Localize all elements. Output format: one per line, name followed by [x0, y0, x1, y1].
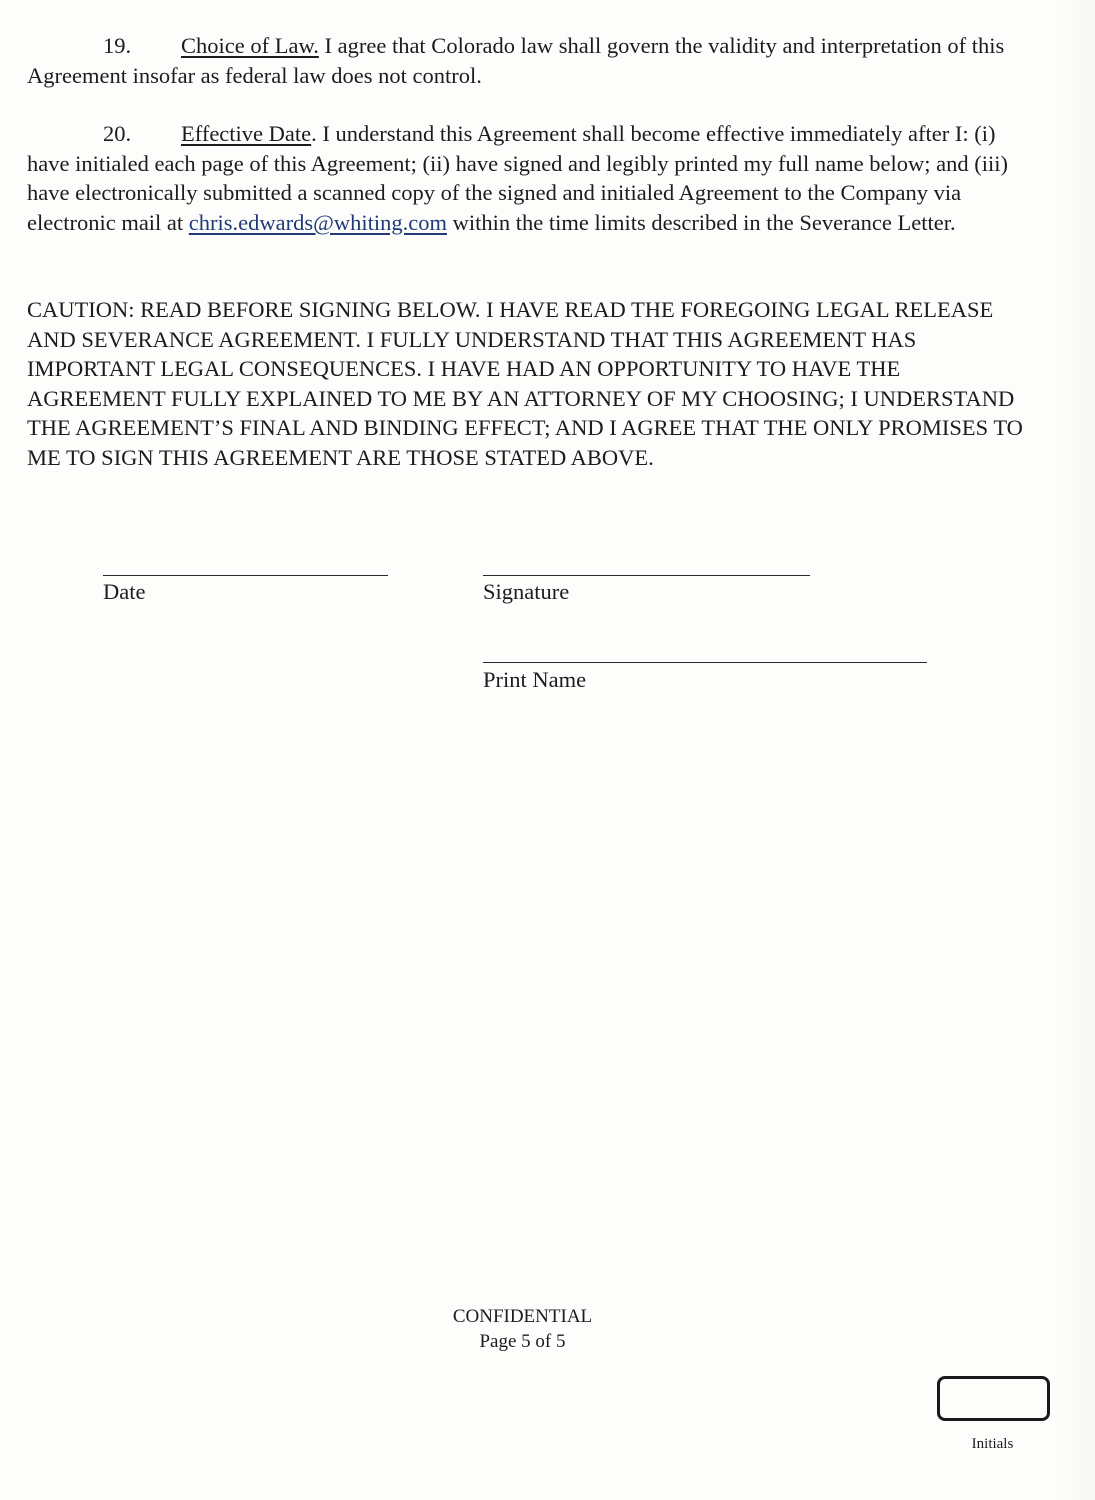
section-20-text-before: . I understand this Agreement shall become effective immediately after I: (i) have initialed each page of this Agreement; (ii) have signed and legibly printed my full name below; and (iii) have electronically submitted a scanned copy of the signed and initialed Agreement to the Company via electronic mail at: [27, 121, 1008, 235]
initials-box[interactable]: [937, 1376, 1050, 1421]
page-number: Page 5 of 5: [479, 1331, 566, 1352]
caution-paragraph: CAUTION: READ BEFORE SIGNING BELOW. I HAVE READ THE FOREGOING LEGAL RELEASE AND SEVERANCE AGREEMENT. I FULLY UNDERSTAND THAT THIS AGREEMENT HAS IMPORTANT LEGAL CONSEQUENCES. I HAVE HAD AN OPPORTUNITY TO HAVE THE AGREEMENT FULLY EXPLAINED TO ME BY AN ATTORNEY OF MY CHOOSING; I UNDERSTAND THE AGREEMENT’S FINAL AND BINDING EFFECT; AND I AGREE THAT THE ONLY PROMISES TO ME TO SIGN THIS AGREEMENT ARE THOSE STATED ABOVE.: [27, 297, 1023, 470]
initials-label: Initials: [971, 1436, 1014, 1452]
section-20-heading: Effective Date: [181, 121, 312, 146]
section-19-number: 19.: [103, 33, 132, 58]
section-20-number: 20.: [103, 121, 132, 146]
date-label: Date: [103, 579, 146, 604]
scan-edge-shadow: [1055, 0, 1095, 1500]
print-name-label: Print Name: [483, 667, 587, 692]
section-20-paragraph: [27, 119, 1027, 237]
email-link[interactable]: chris.edwards@whiting.com: [188, 209, 447, 235]
signature-label: Signature: [483, 579, 570, 604]
section-19-paragraph: [27, 31, 1027, 90]
confidential-label: CONFIDENTIAL: [452, 1306, 593, 1327]
section-19-text: I agree that Colorado law shall govern the validity and interpretation of this Agreement insofar as federal law does not control.: [27, 33, 1005, 88]
section-20-text-after: within the time limits described in the Severance Letter.: [446, 209, 956, 235]
print-name-line: [483, 662, 927, 663]
date-line: [103, 575, 388, 576]
section-19-heading: Choice of Law.: [181, 33, 319, 58]
signature-line: [483, 575, 810, 576]
